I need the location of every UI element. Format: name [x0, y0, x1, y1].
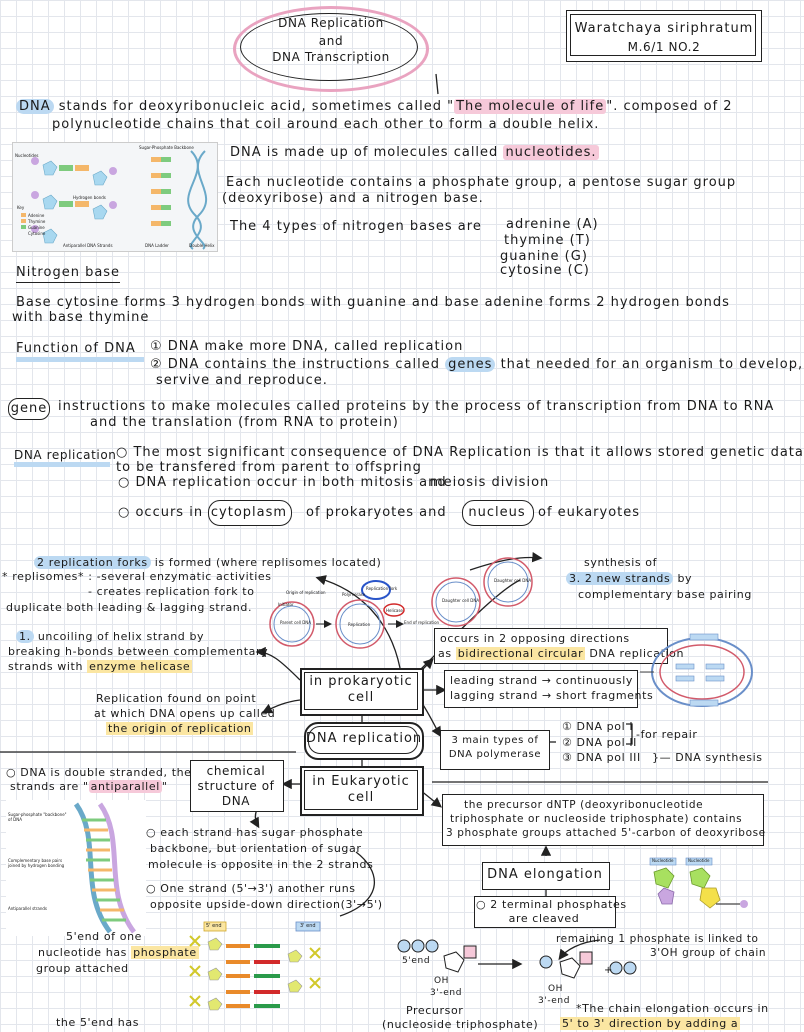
dntp-3end-label: 3'-end — [430, 988, 463, 998]
nitrogen-base-line-2: with base thymine — [12, 310, 150, 325]
author-box — [566, 10, 762, 62]
fig4-3end: 3' end — [300, 923, 316, 929]
nucleotides-line-3: (deoxyribose) and a nitrogen base. — [222, 191, 484, 206]
precursor-line-3: 3 phosphate groups attached 5'-carbon of deoxyribose — [446, 827, 766, 839]
replication-fork-figure — [264, 576, 440, 656]
eukaryotic-cell-label: in Eukaryotic cell — [312, 774, 410, 805]
dna-pol-3: ③ DNA pol III — [562, 751, 641, 764]
replisomes-line-2: - creates replication fork to — [88, 585, 255, 598]
fig1-label-key: Key — [17, 205, 25, 210]
fig3-basepairs: Complementary base pairs joined by hydrogen bonding — [8, 858, 65, 868]
page-title-line-3: DNA Transcription — [272, 50, 390, 64]
fig2-daughter-1: Daughter cell DNA — [442, 598, 480, 603]
five-end-line-2: nucleotide has phosphate — [38, 946, 197, 959]
replisomes-line-3: duplicate both leading & lagging strand. — [6, 601, 253, 614]
intro-line-1: DNA stands for deoxyribonucleic acid, sometimes called " The molecule of life ". composed of 2 — [16, 100, 733, 114]
uncoil-line-1: 1. uncoiling of helix strand by — [16, 630, 204, 644]
nucleotides-line-1: DNA is made up of molecules called nucleotides. — [230, 145, 597, 160]
fig3-backbone: Sugar-phosphate "backbone" of DNA — [8, 812, 67, 822]
dna-replication-line-3b: meiosis division — [430, 475, 550, 490]
fig1-label-guanine: Guanine — [28, 225, 45, 230]
fig1-label-thymine: Thymine — [28, 219, 46, 224]
forks-line: 2 replication forks is formed (where replisomes located) — [34, 556, 381, 570]
daughter-cells-figure — [428, 556, 538, 632]
fig2-fork: Replication fork — [366, 586, 398, 591]
double-stranded-line-2: strands are " antiparallel " — [10, 780, 168, 793]
antiparallel-ladder-figure — [6, 800, 146, 936]
central-dna-replication-label: DNA replication — [305, 731, 423, 746]
dna-replication-line-4a: ○ occurs in — [118, 505, 204, 520]
base-thymine: thymine (T) — [504, 233, 591, 248]
cytoplasm-term: cytoplasm — [210, 505, 288, 520]
one-strand-line-2: opposite upside-down direction(3'→5') — [150, 898, 383, 911]
dna-replication-line-4c: of eukaryotes — [538, 505, 641, 520]
uncoil-line-2: breaking h-bonds between complementary — [8, 645, 269, 658]
dna-replication-line-1: ○ The most significant consequence of DNA Replication is that it allows stored genetic data — [116, 445, 804, 460]
circular-replication-figure — [640, 628, 764, 714]
synthesis-line-3: complementary base pairing — [578, 588, 752, 601]
prokaryotic-cell-label: in prokaryotic cell — [309, 674, 413, 705]
dna-synthesis-label: }— DNA synthesis — [652, 751, 763, 764]
precursor-sub-label: (nucleoside triphosphate) — [382, 1018, 539, 1031]
fig1-label-hbonds: Hydrogen bonds — [73, 195, 106, 200]
each-strand-line-1: ○ each strand has sugar phosphate — [146, 826, 364, 839]
uncoil-line-3: strands with enzyme helicase — [8, 660, 191, 673]
origin-line-1: Replication found on point — [96, 692, 257, 705]
fig1-label-antiparallel: Antiparallel DNA Strands — [63, 243, 113, 248]
enzyme-helicase: enzyme helicase — [89, 660, 191, 673]
fig1-label-helix: Double Helix — [189, 243, 215, 248]
author-class: M.6/1 NO.2 — [627, 40, 701, 54]
synthesis-line-2: 3. 2 new strands by — [566, 572, 692, 586]
chain-oh-label: OH — [548, 984, 564, 994]
nitrogen-base-heading: Nitrogen base — [16, 266, 120, 283]
double-stranded-line-1: ○ DNA is double stranded, the — [6, 766, 192, 779]
base-cytosine: cytosine (C) — [500, 263, 590, 278]
fig2-parent: Parent cell DNA — [280, 620, 312, 625]
chemical-structure-label: chemical structure of DNA — [197, 764, 275, 808]
leading-strand: leading strand → continuously — [450, 674, 633, 687]
nucleus-term: nucleus — [468, 505, 526, 520]
function-item-2: ② DNA contains the instructions called genes that needed for an organism to develop, — [150, 357, 804, 372]
precursor-line-1: the precursor dNTP (deoxyribonucleotide — [464, 799, 704, 811]
five-end-line-3: group attached — [36, 962, 129, 975]
nucleotides-term: nucleotides. — [505, 145, 597, 160]
dna-replication-heading: DNA replication — [14, 448, 110, 467]
cleaved-line-1: ○ 2 terminal phosphates — [476, 898, 627, 911]
dna-term: DNA — [16, 99, 54, 114]
dna-elongation-label: DNA elongation — [487, 867, 603, 882]
molecule-of-life: The molecule of life — [456, 99, 605, 114]
fig1-label-backbone: Sugar-Phosphate Backbone — [139, 145, 194, 150]
dna-replication-line-3a: ○ DNA replication occur in both mitosis and — [118, 475, 447, 490]
dntp-oh-label: OH — [434, 976, 450, 986]
nucleotide-pair-figure — [644, 854, 764, 916]
opposing-line-1: occurs in 2 opposing directions — [440, 632, 630, 645]
fig2-origin: Origin of replication — [286, 590, 326, 595]
origin-line-3: the origin of replication — [108, 722, 252, 735]
chain-elongation-line-1: *The chain elongation occurs in — [576, 1002, 769, 1015]
nucleotide-chain-figure — [176, 918, 334, 1022]
function-item-2-cont: servive and reproduce. — [156, 373, 328, 388]
precursor-label: Precursor — [406, 1004, 464, 1017]
fig1-label-cytosine: Cytosine — [28, 231, 46, 236]
fig2-initiator: Initiator — [278, 602, 294, 607]
author-name: Waratchaya siriphratum — [574, 21, 754, 36]
fig5-nucleotide-2: Nucleotide — [688, 858, 710, 863]
lagging-strand: lagging strand → short fragments — [450, 689, 654, 702]
fig2-daughter-2: Daughter cell DNA — [494, 578, 532, 583]
fig2-helicase: Helicase — [386, 608, 403, 613]
dntp-5end-label: 5'end — [402, 956, 431, 966]
cleaved-line-2: are cleaved — [508, 912, 580, 925]
gene-line-1: instructions to make molecules called proteins by the process of transcription from DNA to RNA — [58, 399, 775, 414]
genes-term: genes — [445, 357, 495, 372]
page-title-line-2: and — [318, 34, 344, 48]
dna-replication-line-4b: of prokaryotes and — [306, 505, 447, 520]
precursor-line-2: triphosphate or nucleoside triphosphate) contains — [450, 813, 743, 825]
fig2-end: End of replication — [404, 620, 440, 625]
nucleotides-line-4: The 4 types of nitrogen bases are — [230, 219, 482, 234]
page-title-line-1: DNA Replication — [278, 16, 384, 30]
dntp-structure-figure — [394, 936, 644, 1006]
intro-line-2: polynucleotide chains that coil around each other to form a double helix. — [52, 117, 600, 132]
dna-pol-1: ① DNA pol I — [562, 720, 634, 733]
base-guanine: guanine (G) — [500, 249, 588, 264]
dna-replication-line-2: to be transfered from parent to offspring — [116, 460, 422, 475]
opposing-line-2: as bidirectional circular DNA replication — [438, 647, 685, 660]
bottom-cut-text: the 5'end has — [56, 1016, 140, 1029]
fig2-replication: Replication — [348, 622, 371, 627]
fig1-label-adenine: Adenine — [28, 213, 45, 218]
origin-line-2: at which DNA opens up called — [94, 707, 276, 720]
chain-3end-label: 3'-end — [538, 996, 571, 1006]
for-repair-label: -for repair — [636, 728, 698, 741]
five-end-line-1: 5'end of one — [66, 930, 143, 943]
chain-elongation-line-2: 5' to 3' direction by adding a — [562, 1017, 739, 1030]
one-strand-line-1: ○ One strand (5'→3') another runs — [146, 882, 356, 895]
fig3-antiparallel: Antiparallel strands — [8, 906, 48, 911]
nitrogen-base-line-1: Base cytosine forms 3 hydrogen bonds with guanine and base adenine forms 2 hydrogen bonds — [16, 295, 730, 310]
remaining-line-1: remaining 1 phosphate is linked to — [556, 933, 759, 945]
function-heading: Function of DNA — [16, 342, 144, 362]
nucleotides-line-2: Each nucleotide contains a phosphate group, a pentose sugar group — [226, 175, 737, 190]
antiparallel-term: antiparallel — [90, 780, 160, 793]
gene-line-2: and the translation (from RNA to protein) — [90, 415, 399, 430]
replisomes-line-1: * replisomes* : -several enzymatic activities — [2, 570, 272, 583]
each-strand-line-2: backbone, but orientation of sugar — [150, 842, 362, 855]
base-adrenine: adrenine (A) — [506, 217, 599, 232]
fig1-label-ladder: DNA Ladder — [145, 243, 169, 248]
fig2-polymerase: Polymerase — [342, 592, 366, 597]
synthesis-line-1: synthesis of — [584, 556, 658, 569]
gene-label: gene — [10, 401, 48, 416]
fig4-5end: 5' end — [206, 923, 222, 929]
remaining-line-2: 3'OH group of chain — [650, 947, 767, 959]
dna-structure-figure — [12, 142, 218, 252]
polymerase-types-label: 3 main types of DNA polymerase — [448, 735, 542, 760]
fig1-label-nucleotides: Nucleotides — [15, 153, 39, 158]
fig5-nucleotide-1: Nucleotide — [652, 858, 674, 863]
function-item-1: ① DNA make more DNA, called replication — [150, 339, 464, 354]
dna-pol-2: ② DNA pol II — [562, 736, 638, 749]
plus-sign: + — [604, 965, 613, 976]
each-strand-line-3: molecule is opposite in the 2 strands — [148, 858, 374, 871]
